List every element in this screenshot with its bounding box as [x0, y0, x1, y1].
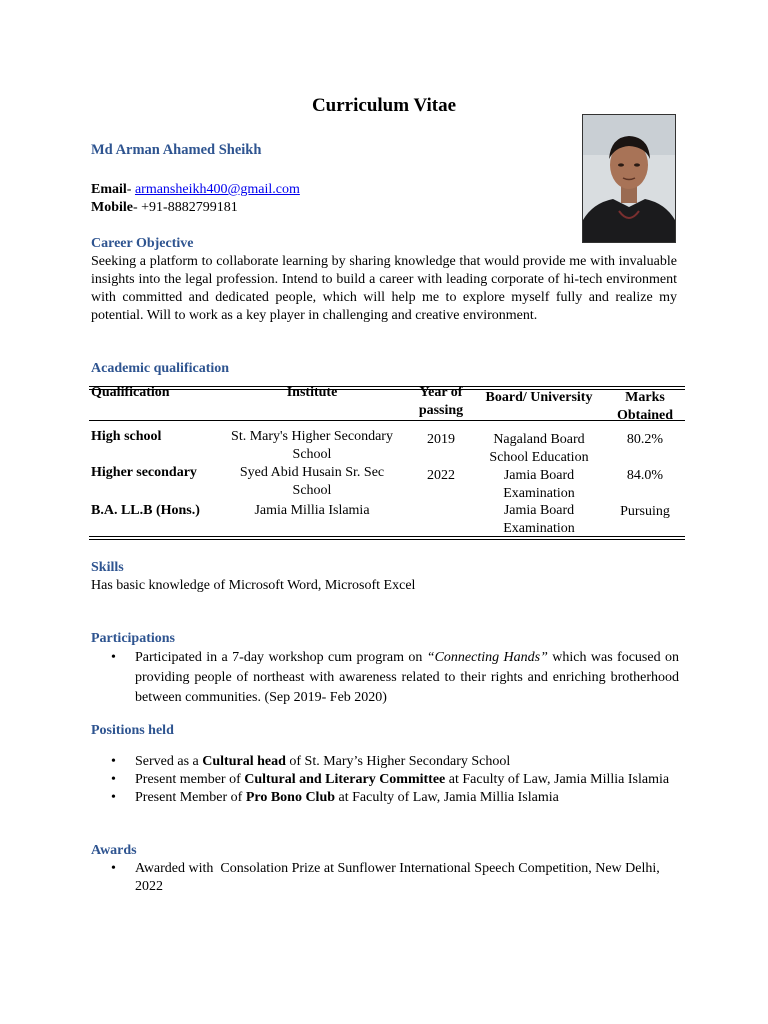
bullet-icon: • [111, 650, 116, 665]
bullet-icon: • [111, 790, 116, 805]
mobile-label: Mobile [91, 200, 133, 215]
email-link[interactable]: armansheikh400@gmail.com [134, 182, 300, 197]
position-text: at Faculty of Law, Jamia Millia Islamia [335, 790, 559, 805]
row3-institute: Jamia Millia Islamia [254, 503, 370, 518]
skills-heading: Skills [91, 560, 124, 575]
row1-board: Nagaland Board School Education [489, 432, 589, 465]
contact-block [91, 181, 300, 217]
list-item [91, 789, 679, 807]
row3-marks: Pursuing [620, 504, 670, 519]
email-label: Email [91, 182, 127, 197]
row2-year: 2022 [427, 468, 455, 483]
position-text: Present Member of [135, 790, 246, 805]
participations-heading: Participations [91, 631, 175, 646]
row2-qualification: Higher secondary [91, 465, 197, 480]
awards-list [91, 860, 679, 896]
col-header-year: Year of passing [418, 385, 464, 418]
academic-heading: Academic qualification [91, 361, 230, 376]
skills-text: Has basic knowledge of Microsoft Word, Microsoft Excel [91, 578, 416, 593]
position-text: of St. Mary’s Higher Secondary School [285, 754, 511, 769]
career-objective-heading: Career Objective [91, 236, 194, 251]
awards-heading: Awards [91, 843, 137, 858]
page-title: Curriculum Vitae [311, 95, 457, 116]
position-text: at Faculty of Law, Jamia Millia Islamia [445, 772, 670, 787]
award-text: Awarded with Consolation Prize at Sunflower International Speech Competition, New Delhi, 2022 [135, 861, 664, 894]
header-bottom-rule [89, 420, 685, 421]
email-line [91, 181, 300, 199]
bullet-icon: • [111, 772, 116, 787]
row2-marks: 84.0% [626, 468, 664, 483]
table-bottom-rule-2 [89, 539, 685, 540]
profile-photo [582, 114, 676, 243]
participations-list [91, 648, 679, 708]
row1-marks: 80.2% [626, 432, 664, 447]
profile-photo-image [583, 115, 675, 242]
position-title: Pro Bono Club [245, 790, 336, 805]
row3-qualification: B.A. LL.B (Hons.) [91, 503, 200, 518]
participation-text-start: Participated in a 7-day workshop cum program on [135, 650, 427, 665]
position-text: Served as a [135, 754, 203, 769]
list-item [91, 771, 679, 789]
participation-text-end: which was focused on providing people of northeast with awareness related to their rights and enriching brotherhood between communities. (Sep 2019- Feb 2020) [135, 650, 679, 705]
row2-board: Jamia Board Examination [503, 468, 575, 501]
email-separator: - [126, 182, 135, 197]
participation-program-name: “Connecting Hands” [426, 650, 548, 665]
career-objective-text: Seeking a platform to collaborate learning by sharing knowledge that would provide me with invaluable insights into the legal profession. Intend to build a career with leading corporate of hi-tech environment with committed and dedicated people, which will help me to explore myself fully and realize my potential. Will to work as a key player in challenging and creative environment. [91, 254, 677, 323]
table-bottom-rule [89, 536, 685, 537]
positions-heading: Positions held [91, 723, 174, 738]
mobile-value: - +91-8882799181 [133, 200, 238, 215]
mobile-line [91, 199, 300, 217]
list-item [91, 648, 679, 708]
position-title: Cultural and Literary Committee [244, 772, 446, 787]
col-header-board: Board/ University [485, 390, 593, 405]
col-header-marks: Marks Obtained [616, 390, 673, 423]
position-title: Cultural head [202, 754, 286, 769]
bullet-icon: • [111, 754, 116, 769]
row1-institute: St. Mary's Higher Secondary School [231, 429, 393, 462]
row1-qualification: High school [91, 429, 162, 444]
bullet-icon: • [111, 861, 116, 876]
row1-year: 2019 [427, 432, 455, 447]
row2-institute: Syed Abid Husain Sr. Sec School [239, 465, 385, 498]
col-header-institute: Institute [286, 385, 338, 400]
list-item [91, 753, 679, 771]
positions-list [91, 753, 679, 807]
row3-board: Jamia Board Examination [503, 503, 575, 536]
list-item [91, 860, 679, 896]
candidate-name: Md Arman Ahamed Sheikh [91, 142, 262, 158]
col-header-qualification: Qualification [91, 385, 170, 400]
position-text: Present member of [135, 772, 245, 787]
